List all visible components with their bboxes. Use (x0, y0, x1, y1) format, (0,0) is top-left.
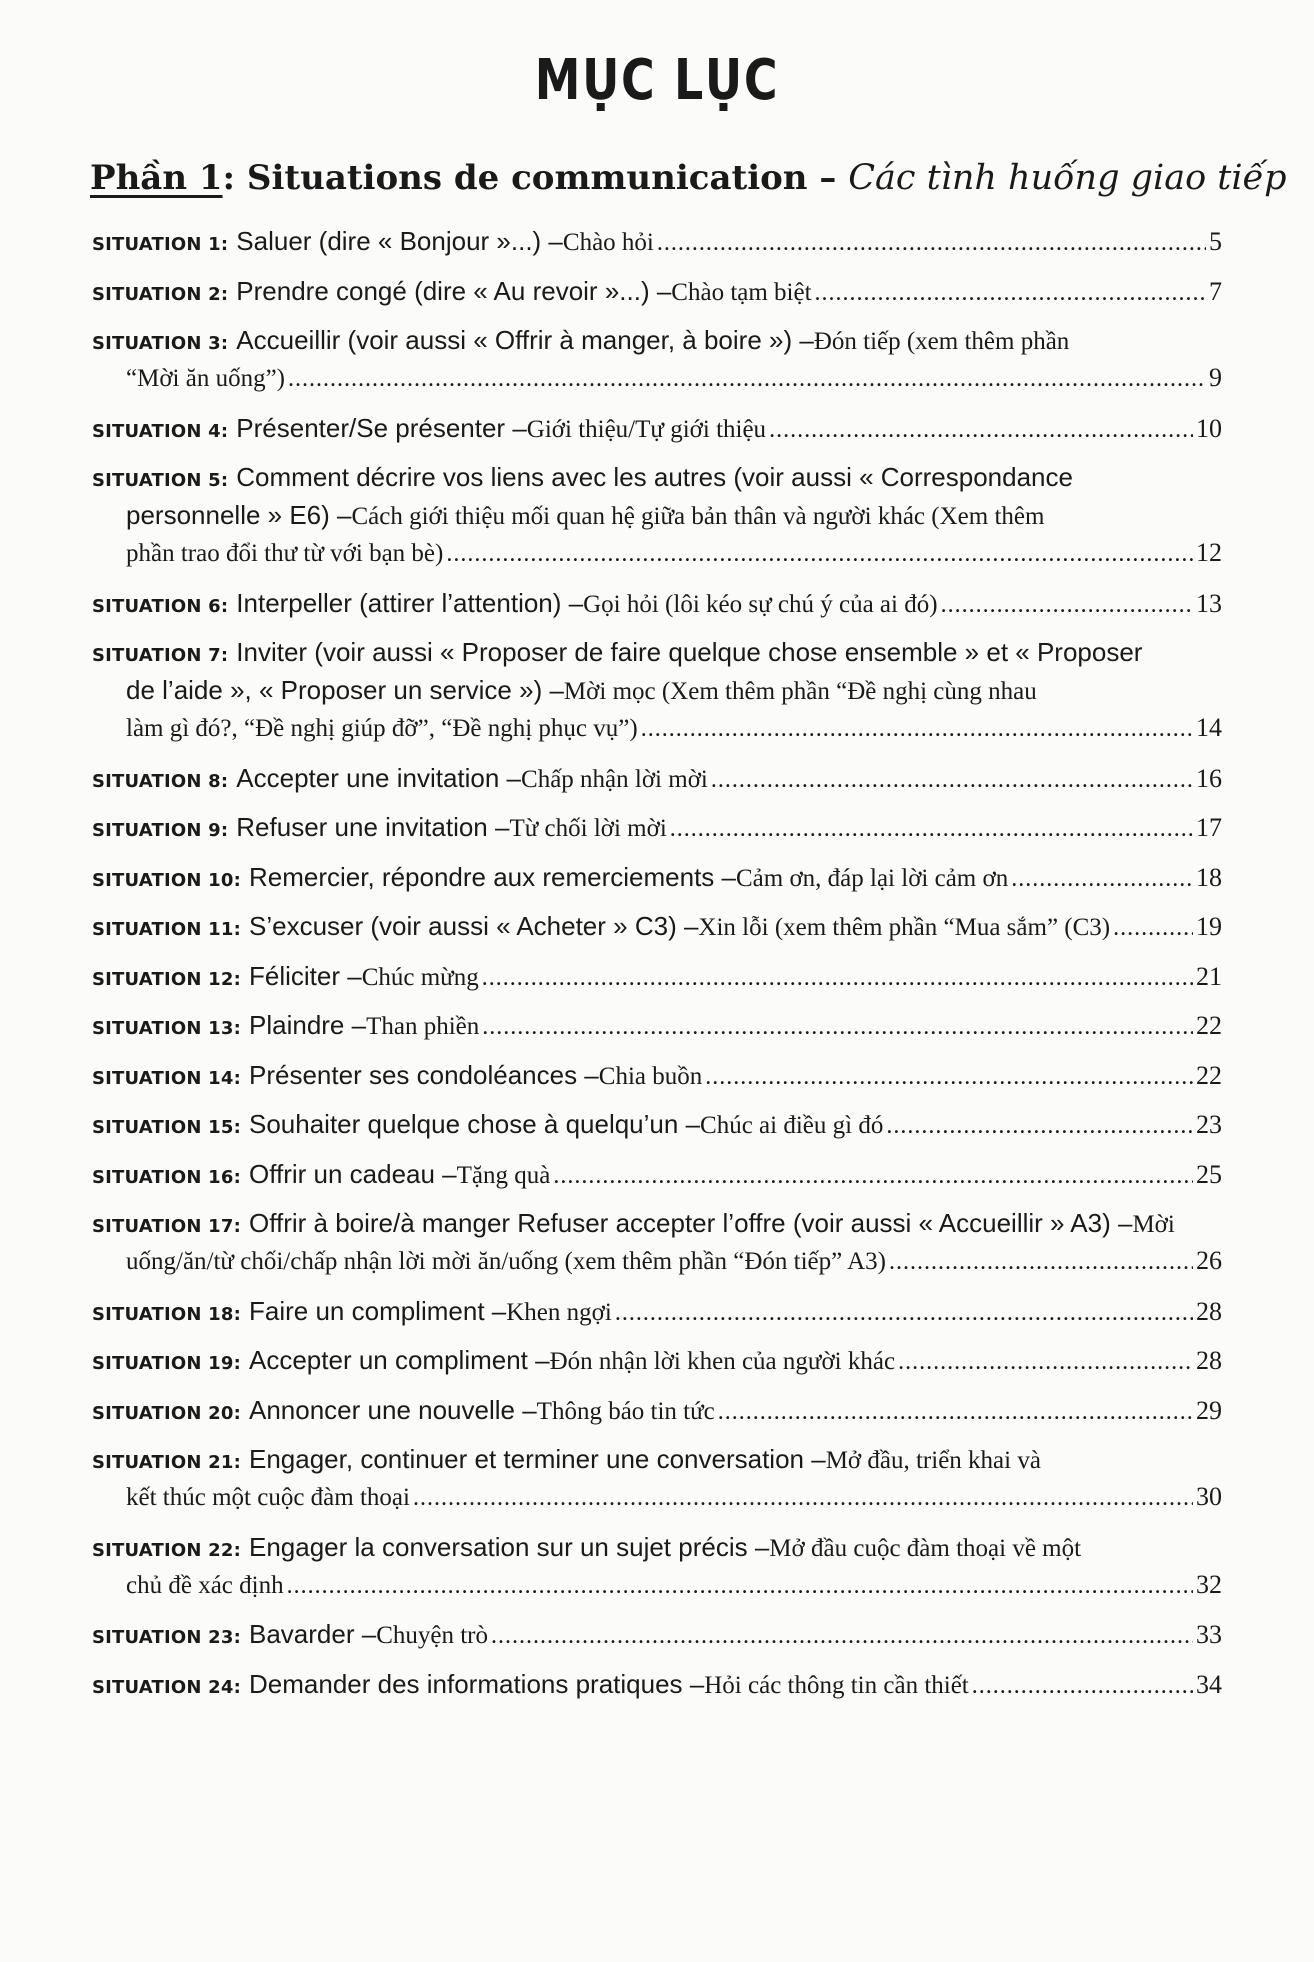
toc-entry[interactable] (92, 1155, 1222, 1193)
entry-title-fr: Offrir à boire/à manger Refuser accepter l’offre (voir aussi « Accueillir » A3) – (249, 1208, 1133, 1238)
dot-leader (615, 1294, 1193, 1332)
situation-label: SITUATION 5: (92, 470, 229, 491)
entry-title-vi: Tặng quà (456, 1161, 551, 1189)
entry-title-vi: Từ chối lời mời (509, 815, 667, 842)
dot-leader (641, 710, 1193, 748)
entry-title-vi: chủ đề xác định (126, 1571, 284, 1599)
toc-entry[interactable] (92, 759, 1222, 797)
entry-title-vi: “Mời ăn uống”) (126, 365, 286, 392)
page-number: 10 (1196, 413, 1222, 443)
dot-leader (941, 586, 1193, 624)
entry-title-fr: Plaindre – (249, 1010, 367, 1040)
page-number: 21 (1196, 961, 1222, 991)
dot-leader (815, 274, 1206, 312)
toc-entry[interactable] (92, 907, 1222, 945)
toc-entry-line (92, 633, 1222, 671)
toc-entry-line (92, 359, 1222, 397)
entry-title-fr: Annoncer une nouvelle – (249, 1394, 537, 1425)
page-number: 7 (1209, 276, 1222, 306)
toc-entry-line (92, 1528, 1222, 1566)
toc-entry-line (92, 671, 1222, 709)
toc-entry[interactable] (92, 858, 1222, 896)
toc-entry[interactable] (92, 458, 1222, 572)
situation-label: SITUATION 20: (92, 1402, 241, 1424)
toc-entry-line (92, 272, 1222, 310)
dot-leader (657, 224, 1206, 262)
entry-title-fr: Présenter ses condoléances – (249, 1059, 599, 1090)
toc-entry-line (92, 222, 1222, 260)
page-number: 29 (1196, 1395, 1222, 1425)
dot-leader (1011, 860, 1193, 898)
entry-title-vi: Cảm ơn, đáp lại lời cảm ơn (735, 864, 1009, 892)
entry-title-vi: Than phiền (366, 1013, 480, 1040)
situation-label: SITUATION 11: (92, 919, 241, 940)
entry-title-fr: S’excuser (voir aussi « Acheter » C3) – (249, 911, 699, 941)
page-number: 5 (1209, 227, 1222, 256)
page-number: 9 (1209, 363, 1222, 392)
toc-entry[interactable] (92, 1056, 1222, 1094)
entry-title-fr: Faire un compliment – (249, 1295, 507, 1326)
entry-title-vi: Mở đầu, triển khai và (825, 1447, 1041, 1474)
dot-leader (886, 1107, 1193, 1145)
toc-entry[interactable] (92, 808, 1222, 846)
toc-entry-line (92, 1478, 1222, 1516)
situation-label: SITUATION 24: (92, 1676, 241, 1698)
situation-label: SITUATION 23: (92, 1627, 241, 1648)
toc-entry[interactable] (92, 1615, 1222, 1653)
entry-title-vi: Khen ngợi (506, 1298, 612, 1326)
toc-entry-line (92, 584, 1222, 622)
entry-title-fr: Souhaiter quelque chose à quelqu’un – (249, 1109, 701, 1139)
toc-entry-line (92, 496, 1222, 534)
toc-entry[interactable] (92, 1292, 1222, 1330)
dot-leader (413, 1479, 1193, 1517)
entry-title-fr: Accepter un compliment – (249, 1345, 550, 1375)
entry-title-vi: kết thúc một cuộc đàm thoại (126, 1484, 410, 1511)
toc-entry-line (92, 1105, 1222, 1143)
entry-title-fr: Prendre congé (dire « Au revoir »...) – (236, 275, 672, 306)
entry-title-vi: Mời (1132, 1211, 1175, 1238)
dot-leader (889, 1243, 1193, 1281)
page-number: 22 (1196, 1011, 1222, 1040)
entry-title-vi: Cách giới thiệu mối quan hệ giữa bản thân và người khác (Xem thêm (351, 503, 1045, 530)
entry-title-vi: uống/ăn/từ chối/chấp nhận lời mời ăn/uống (xem thêm phần “Đón tiếp” A3) (126, 1248, 886, 1275)
page-number: 32 (1196, 1569, 1222, 1599)
entry-title-fr: Comment décrire vos liens avec les autres (voir aussi « Correspondance (236, 462, 1073, 492)
situation-label: SITUATION 1: (92, 234, 229, 255)
entry-title-fr: Présenter/Se présenter – (236, 412, 527, 443)
toc-entry-line (92, 1242, 1222, 1280)
page-number: 18 (1196, 862, 1222, 892)
entry-title-fr: Féliciter – (249, 960, 362, 991)
toc-entry[interactable] (92, 222, 1222, 260)
entry-title-fr: Bavarder – (249, 1619, 377, 1649)
toc-entry[interactable] (92, 1006, 1222, 1044)
toc-entry-line (92, 759, 1222, 797)
situation-label: SITUATION 22: (92, 1539, 241, 1561)
situation-label: SITUATION 21: (92, 1452, 241, 1473)
toc-entry-line (92, 808, 1222, 846)
situation-label: SITUATION 6: (92, 595, 229, 617)
situation-label: SITUATION 12: (92, 968, 241, 990)
entry-title-fr: personnelle » E6) – (126, 500, 352, 530)
toc-entry[interactable] (92, 1528, 1222, 1604)
entry-title-vi: Chấp nhận lời mời (521, 765, 708, 793)
entry-title-vi: Chúc mừng (361, 963, 479, 991)
dot-leader (769, 411, 1193, 449)
page-number: 26 (1196, 1246, 1222, 1275)
entry-title-vi: phần trao đổi thư từ với bạn bè) (126, 540, 444, 567)
situation-label: SITUATION 2: (92, 283, 229, 305)
page-number: 25 (1196, 1159, 1222, 1189)
entry-title-vi: Hỏi các thông tin cần thiết (704, 1671, 969, 1699)
toc-entry-line (92, 1006, 1222, 1044)
situation-label: SITUATION 3: (92, 333, 229, 354)
toc-entry-line (92, 321, 1222, 359)
toc-entry-line (92, 1204, 1222, 1242)
entry-title-vi: Mở đầu cuộc đàm thoại về một (769, 1534, 1082, 1562)
page-number: 28 (1196, 1346, 1222, 1375)
page-number: 16 (1196, 763, 1222, 793)
page-title: MỤC LỤC (534, 48, 780, 113)
toc-entry-line (92, 458, 1222, 496)
entry-title-vi: Chúc ai điều gì đó (700, 1112, 884, 1139)
dot-leader (711, 761, 1193, 799)
entry-title-vi: làm gì đó?, “Đề nghị giúp đỡ”, “Đề nghị phục vụ”) (126, 715, 638, 742)
toc-entry-line (92, 1440, 1222, 1478)
entry-title-vi: Mời mọc (Xem thêm phần “Đề nghị cùng nhau (563, 678, 1037, 705)
toc-entry-line (92, 1391, 1222, 1429)
page-number: 12 (1196, 538, 1222, 567)
page-number: 19 (1196, 912, 1222, 941)
dot-leader (718, 1393, 1193, 1431)
toc-entry-line (92, 1292, 1222, 1330)
entry-title-fr: Engager, continuer et terminer une conversation – (249, 1444, 826, 1474)
page-number: 34 (1196, 1669, 1222, 1699)
dot-leader (705, 1058, 1193, 1096)
entry-title-fr: Interpeller (attirer l’attention) – (236, 587, 584, 618)
toc-entry[interactable] (92, 1440, 1222, 1516)
page-number: 28 (1196, 1296, 1222, 1326)
toc-entry[interactable] (92, 321, 1222, 397)
toc-entry-line (92, 1155, 1222, 1193)
dot-leader (446, 535, 1193, 573)
entry-title-vi: Chuyện trò (376, 1622, 488, 1649)
dot-leader (482, 1008, 1193, 1046)
entry-title-vi: Đón nhận lời khen của người khác (549, 1348, 896, 1375)
dot-leader (288, 360, 1206, 398)
entry-title-fr: Remercier, répondre aux remerciements – (249, 861, 736, 892)
page-number: 33 (1196, 1620, 1222, 1649)
entry-title-vi: Đón tiếp (xem thêm phần (813, 328, 1070, 355)
entry-title-vi: Thông báo tin tức (536, 1397, 715, 1425)
entry-title-fr: Refuser une invitation – (236, 812, 510, 842)
part-label: Phần 1 (90, 158, 223, 198)
page-number: 22 (1196, 1060, 1222, 1090)
page-number: 30 (1196, 1482, 1222, 1511)
toc-entry[interactable] (92, 1665, 1222, 1703)
dot-leader (972, 1667, 1193, 1705)
toc-entry-line (92, 858, 1222, 896)
situation-label: SITUATION 9: (92, 820, 229, 841)
toc-entry-line (92, 1566, 1222, 1604)
entry-title-fr: Inviter (voir aussi « Proposer de faire quelque chose ensemble » et « Proposer (236, 637, 1143, 667)
situation-label: SITUATION 18: (92, 1303, 241, 1325)
toc-entry[interactable] (92, 1341, 1222, 1379)
situation-label: SITUATION 10: (92, 869, 241, 891)
toc-entry[interactable] (92, 1204, 1222, 1280)
page-number: 13 (1196, 588, 1222, 618)
entry-title-vi: Chia buồn (598, 1062, 703, 1090)
entry-title-fr: Offrir un cadeau – (249, 1158, 457, 1189)
entry-title-vi: Chào hỏi (562, 229, 654, 256)
toc-entry[interactable] (92, 1105, 1222, 1143)
dot-leader (1113, 909, 1193, 947)
toc-entry[interactable] (92, 272, 1222, 310)
entry-title-vi: Gọi hỏi (lôi kéo sự chú ý của ai đó) (583, 590, 938, 618)
situation-label: SITUATION 15: (92, 1117, 241, 1138)
toc-entry[interactable] (92, 957, 1222, 995)
page-number: 17 (1196, 813, 1222, 842)
toc-entry-line (92, 409, 1222, 447)
toc-entry-line (92, 534, 1222, 572)
entry-title-fr: Saluer (dire « Bonjour »...) – (236, 226, 563, 256)
situation-label: SITUATION 16: (92, 1166, 241, 1188)
toc-entry[interactable] (92, 1391, 1222, 1429)
toc-entry-line (92, 1615, 1222, 1653)
situation-label: SITUATION 13: (92, 1018, 241, 1039)
entry-title-fr: Accueillir (voir aussi « Offrir à manger, à boire ») – (236, 325, 814, 355)
situation-label: SITUATION 8: (92, 770, 229, 792)
toc-entry-line (92, 1056, 1222, 1094)
entry-title-vi: Xin lỗi (xem thêm phần “Mua sắm” (C3) (698, 914, 1111, 941)
dot-leader (287, 1567, 1193, 1605)
situation-label: SITUATION 14: (92, 1067, 241, 1089)
toc-entry[interactable] (92, 409, 1222, 447)
toc-entry-line (92, 709, 1222, 747)
part-heading (90, 158, 1287, 198)
toc-entry[interactable] (92, 633, 1222, 747)
page-number: 14 (1196, 713, 1222, 742)
page-number: 23 (1196, 1110, 1222, 1139)
entry-title-fr: de l’aide », « Proposer un service ») – (126, 675, 564, 705)
toc-entry-line (92, 957, 1222, 995)
situation-label: SITUATION 4: (92, 420, 229, 442)
part-title-vi: Các tình huống giao tiếp (848, 158, 1287, 198)
toc-entry-line (92, 1341, 1222, 1379)
situation-label: SITUATION 17: (92, 1216, 241, 1237)
dot-leader (482, 959, 1193, 997)
entry-title-vi: Chào tạm biệt (671, 278, 812, 306)
situation-label: SITUATION 7: (92, 645, 229, 666)
toc-list (92, 222, 1222, 1714)
entry-title-fr: Engager la conversation sur un sujet précis – (249, 1531, 770, 1562)
entry-title-fr: Demander des informations pratiques – (249, 1668, 705, 1699)
toc-entry-line (92, 1665, 1222, 1703)
dot-leader (898, 1343, 1193, 1381)
toc-entry-line (92, 907, 1222, 945)
dot-leader (670, 810, 1193, 848)
entry-title-vi: Giới thiệu/Tự giới thiệu (526, 415, 767, 443)
situation-label: SITUATION 19: (92, 1353, 241, 1374)
toc-entry[interactable] (92, 584, 1222, 622)
entry-title-fr: Accepter une invitation – (236, 762, 522, 793)
part-title-fr: : Situations de communication – (222, 158, 849, 198)
dot-leader (491, 1617, 1193, 1655)
dot-leader (553, 1157, 1193, 1195)
